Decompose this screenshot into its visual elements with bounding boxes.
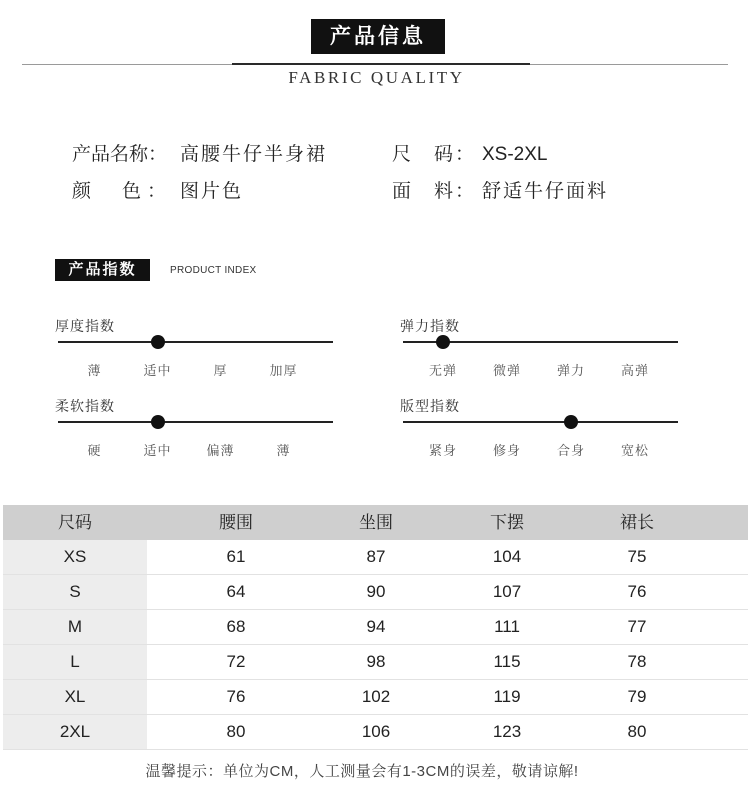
size-table <box>3 505 748 750</box>
table-cell: 106 <box>361 722 391 741</box>
table-row <box>3 540 748 575</box>
table-cell: 119 <box>493 687 521 706</box>
table-cell: 123 <box>492 722 522 741</box>
table-row <box>3 610 748 645</box>
thickness-index-label: 厚度指数 <box>55 318 115 334</box>
fabric-value: 舒适牛仔面料 <box>482 181 609 202</box>
softness-level: 薄 <box>276 443 291 458</box>
thickness-index-marker <box>151 335 165 349</box>
elasticity-level: 无弹 <box>428 363 457 378</box>
table-row <box>3 575 748 610</box>
table-header-cell: 裙长 <box>620 513 654 532</box>
table-cell: 75 <box>627 547 647 566</box>
elasticity-index <box>400 317 690 383</box>
table-row <box>3 715 748 750</box>
fit-index-label: 版型指数 <box>400 398 460 414</box>
elasticity-level: 高弹 <box>620 363 649 378</box>
table-header-cell: 坐围 <box>359 513 393 532</box>
table-header-cell: 腰围 <box>219 513 253 532</box>
table-cell: 111 <box>494 617 520 636</box>
softness-index-levels <box>63 442 315 460</box>
fit-level: 宽松 <box>620 443 649 458</box>
table-cell: 87 <box>366 547 386 566</box>
table-cell: 61 <box>226 547 246 566</box>
softness-index <box>55 397 345 463</box>
table-header-row <box>3 505 748 540</box>
color-label: 颜 色： <box>72 181 173 202</box>
thickness-index-levels <box>63 362 315 380</box>
thickness-level: 加厚 <box>269 363 298 378</box>
table-cell: 72 <box>226 652 246 671</box>
table-cell: 90 <box>366 582 386 601</box>
table-cell: 80 <box>627 722 647 741</box>
fit-index-marker <box>564 415 578 429</box>
size-range-label: 尺 码： <box>392 144 477 165</box>
table-cell: 102 <box>361 687 391 706</box>
header-divider-accent <box>232 63 530 65</box>
product-index-heading: 产品指数 <box>55 259 150 281</box>
thickness-level: 薄 <box>87 363 102 378</box>
table-body <box>3 540 748 750</box>
elasticity-index-label: 弹力指数 <box>400 318 460 334</box>
product-index-subheading: PRODUCT INDEX <box>170 265 257 276</box>
table-header-cell: 下摆 <box>490 513 524 532</box>
table-cell: 115 <box>493 652 521 671</box>
softness-level: 硬 <box>87 443 102 458</box>
thickness-level: 适中 <box>143 363 172 378</box>
softness-index-marker <box>151 415 165 429</box>
table-cell: 77 <box>627 617 647 636</box>
size-cell: XS <box>3 540 147 574</box>
size-cell: XL <box>3 680 147 714</box>
elasticity-index-levels <box>411 362 667 380</box>
page-subtitle: FABRIC QUALITY <box>288 68 465 87</box>
table-row <box>3 680 748 715</box>
fit-index-levels <box>411 442 667 460</box>
size-cell: M <box>3 610 147 644</box>
table-cell: 64 <box>226 582 246 601</box>
fit-level: 合身 <box>556 443 585 458</box>
product-name-value: 高腰牛仔半身裙 <box>180 144 328 165</box>
table-row <box>3 645 748 680</box>
table-cell: 80 <box>226 722 246 741</box>
size-cell: S <box>3 575 147 609</box>
table-header-cell: 尺码 <box>58 513 92 532</box>
thickness-index <box>55 317 345 383</box>
fit-index <box>400 397 690 463</box>
table-cell: 78 <box>627 652 647 671</box>
fabric-label: 面 料： <box>392 181 477 202</box>
product-name-label: 产品名称： <box>72 144 168 165</box>
size-cell: 2XL <box>3 715 147 749</box>
table-cell: 104 <box>492 547 522 566</box>
table-cell: 94 <box>366 617 386 636</box>
thickness-index-scale-line <box>58 341 333 343</box>
table-cell: 68 <box>226 617 246 636</box>
softness-level: 偏薄 <box>206 443 235 458</box>
size-cell: L <box>3 645 147 679</box>
fit-level: 修身 <box>492 443 521 458</box>
size-range-value: XS-2XL <box>482 144 548 165</box>
measurement-note: 温馨提示：单位为CM，人工测量会有1-3CM的误差，敬请谅解! <box>145 763 579 780</box>
softness-index-label: 柔软指数 <box>55 398 115 414</box>
page-title: 产品信息 <box>311 19 445 54</box>
table-cell: 98 <box>366 652 386 671</box>
table-cell: 76 <box>226 687 246 706</box>
softness-level: 适中 <box>143 443 172 458</box>
softness-index-scale-line <box>58 421 333 423</box>
elasticity-index-marker <box>436 335 450 349</box>
elasticity-level: 微弹 <box>492 363 521 378</box>
elasticity-level: 弹力 <box>556 363 585 378</box>
color-value: 图片色 <box>180 181 244 202</box>
thickness-level: 厚 <box>213 363 228 378</box>
fit-level: 紧身 <box>428 443 457 458</box>
table-cell: 76 <box>627 582 647 601</box>
table-cell: 79 <box>627 687 647 706</box>
table-cell: 107 <box>492 582 522 601</box>
fit-index-scale-line <box>403 421 678 423</box>
